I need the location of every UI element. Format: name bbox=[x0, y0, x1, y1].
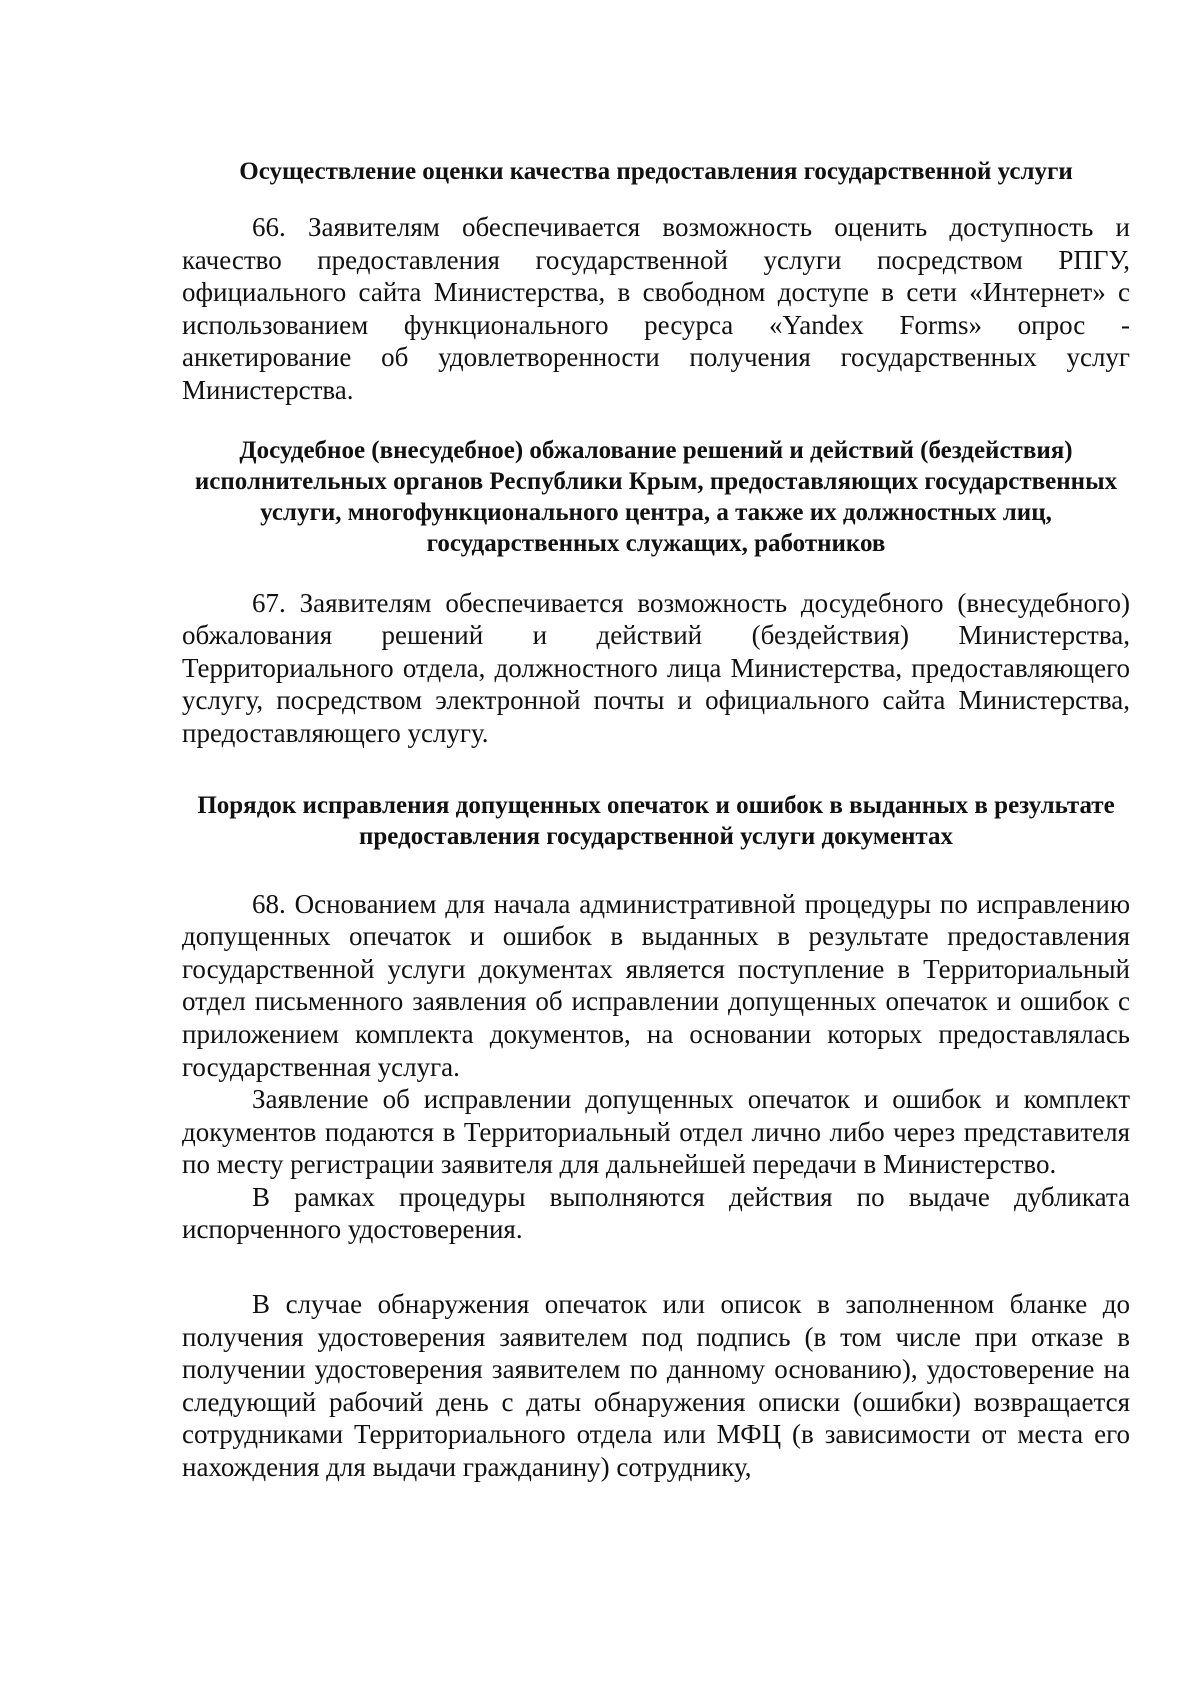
section-heading-corrections: Порядок исправления допущенных опечаток и ошибок в выданных в результате предоставления государственной услуги документах bbox=[197, 791, 1115, 850]
document-page bbox=[182, 140, 1130, 1484]
section-heading-quality: Осуществление оценки качества предоставления государственной услуги bbox=[239, 158, 1073, 185]
paragraph-typo-case: В случае обнаружения опечаток или описок в заполненном бланке до получения удостоверения заявителем под подпись (в том числе при отказе в получении удостоверения заявителем по данному основанию), удостоверение на следующий рабочий день с даты обнаружения описки (ошибки) возвращается сотрудниками Территориального отдела или МФЦ (в зависимости от места его нахождения для выдачи гражданину) сотруднику, bbox=[182, 1289, 1130, 1483]
paragraph-68-duplicate: В рамках процедуры выполняются действия по выдаче дубликата испорченного удостоверения. bbox=[182, 1181, 1130, 1245]
paragraph-68: 68. Основанием для начала административной процедуры по исправлению допущенных опечаток и ошибок в выданных в результате предоставления государственной услуги документах является поступление в Территориальный отдел письменного заявления об исправлении допущенных опечаток и ошибок с приложением комплекта документов, на основании которых предоставлялась государственная услуга. bbox=[182, 888, 1130, 1082]
paragraph-67: 67. Заявителям обеспечивается возможность досудебного (внесудебного) обжалования решений и действий (бездействия) Министерства, Территориального отдела, должностного лица Министерства, предоставляющего услугу, посредством электронной почты и официального сайта Министерства, предоставляющего услугу. bbox=[182, 587, 1130, 748]
paragraph-68-application: Заявление об исправлении допущенных опечаток и ошибок и комплект документов подаются в Территориальный отдел лично либо через представителя по месту регистрации заявителя для дальнейшей передачи в Министерство. bbox=[182, 1084, 1130, 1180]
paragraph-66: 66. Заявителям обеспечивается возможность оценить доступность и качество предоставления государственной услуги посредством РПГУ, официального сайта Министерства, в свободном доступе в сети «Интернет» с использованием функционального ресурса «Yandex Forms» опрос - анкетирование об удовлетворенности получения государственных услуг Министерства. bbox=[182, 212, 1130, 405]
section-heading-appeal: Досудебное (внесудебное) обжалование решений и действий (бездействия) исполнительных органов Республики Крым, предоставляющих государственных услуги, многофункционального центра, а также их должностных лиц, государственных служащих, работников bbox=[194, 436, 1118, 557]
